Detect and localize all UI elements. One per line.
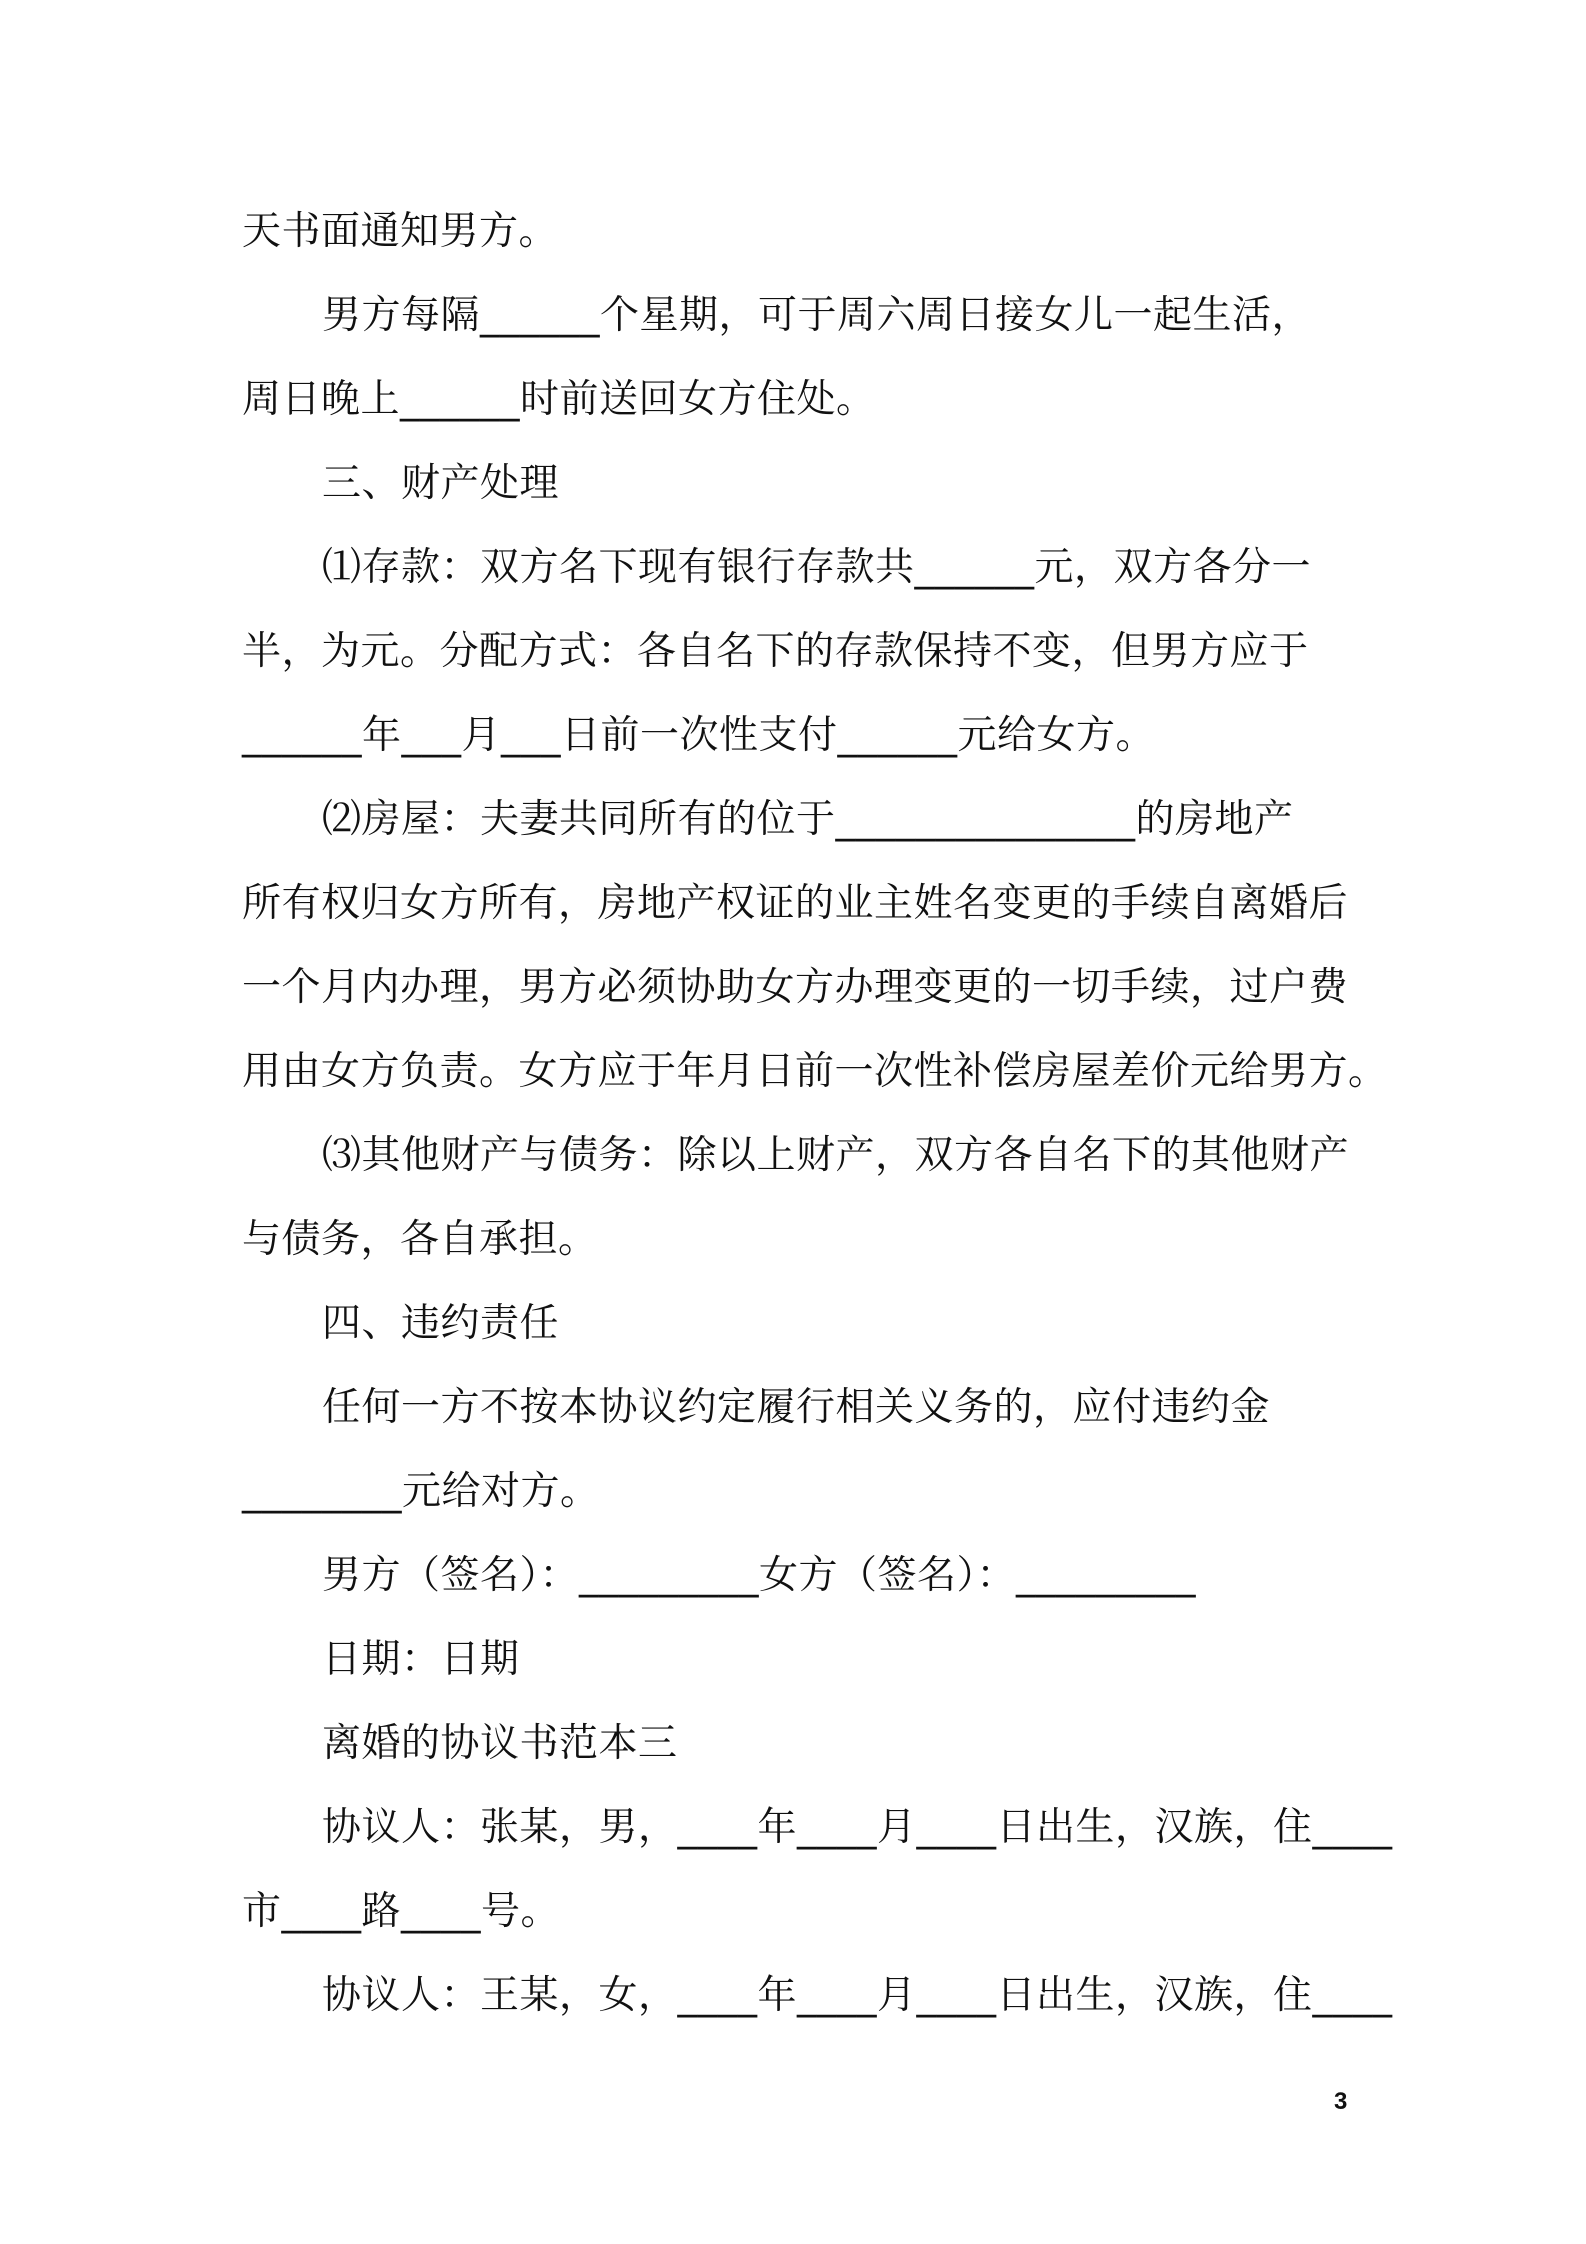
page-number: 3 xyxy=(1334,2088,1348,2115)
section-heading: 三、财产处理 xyxy=(322,461,560,506)
paragraph-line: 半，为元。分配方式：各自名下的存款保持不变，但男方应于 xyxy=(242,629,1309,674)
paragraph-line: 一个月内办理，男方必须协助女方办理变更的一切手续，过户费 xyxy=(242,965,1349,1010)
paragraph-line: ______年___月___日前一次性支付______元给女方。 xyxy=(242,713,1156,758)
party-info-line: 协议人：张某，男，____年____月____日出生，汉族，住____ xyxy=(322,1805,1393,1850)
paragraph-line: ⑵房屋：夫妻共同所有的位于_______________的房地产 xyxy=(322,797,1294,842)
party-info-line: 市____路____号。 xyxy=(242,1889,561,1934)
paragraph-line: 男方每隔______个星期，可于周六周日接女儿一起生活， xyxy=(322,293,1312,338)
document-body xyxy=(242,190,1393,2038)
paragraph-line: 用由女方负责。女方应于年月日前一次性补偿房屋差价元给男方。 xyxy=(242,1049,1388,1094)
section-heading: 四、违约责任 xyxy=(322,1301,560,1346)
paragraph-line: 所有权归女方所有，房地产权证的业主姓名变更的手续自离婚后 xyxy=(242,881,1349,926)
section-title: 离婚的协议书范本三 xyxy=(322,1721,678,1766)
paragraph-line: 与债务，各自承担。 xyxy=(242,1217,598,1262)
paragraph-line: 任何一方不按本协议约定履行相关义务的，应付违约金 xyxy=(322,1385,1271,1430)
paragraph-line: 周日晚上______时前送回女方住处。 xyxy=(242,377,876,422)
paragraph-line: ⑶其他财产与债务：除以上财产，双方各自名下的其他财产 xyxy=(322,1133,1350,1178)
paragraph-line: 天书面通知男方。 xyxy=(242,209,559,254)
paragraph-line: ⑴存款：双方名下现有银行存款共______元，双方各分一 xyxy=(322,545,1312,590)
party-info-line: 协议人：王某，女，____年____月____日出生，汉族，住____ xyxy=(322,1973,1393,2018)
date-line: 日期：日期 xyxy=(322,1637,520,1682)
paragraph-line: ________元给对方。 xyxy=(242,1469,600,1514)
signature-line: 男方（签名）：_________女方（签名）：_________ xyxy=(322,1553,1197,1598)
